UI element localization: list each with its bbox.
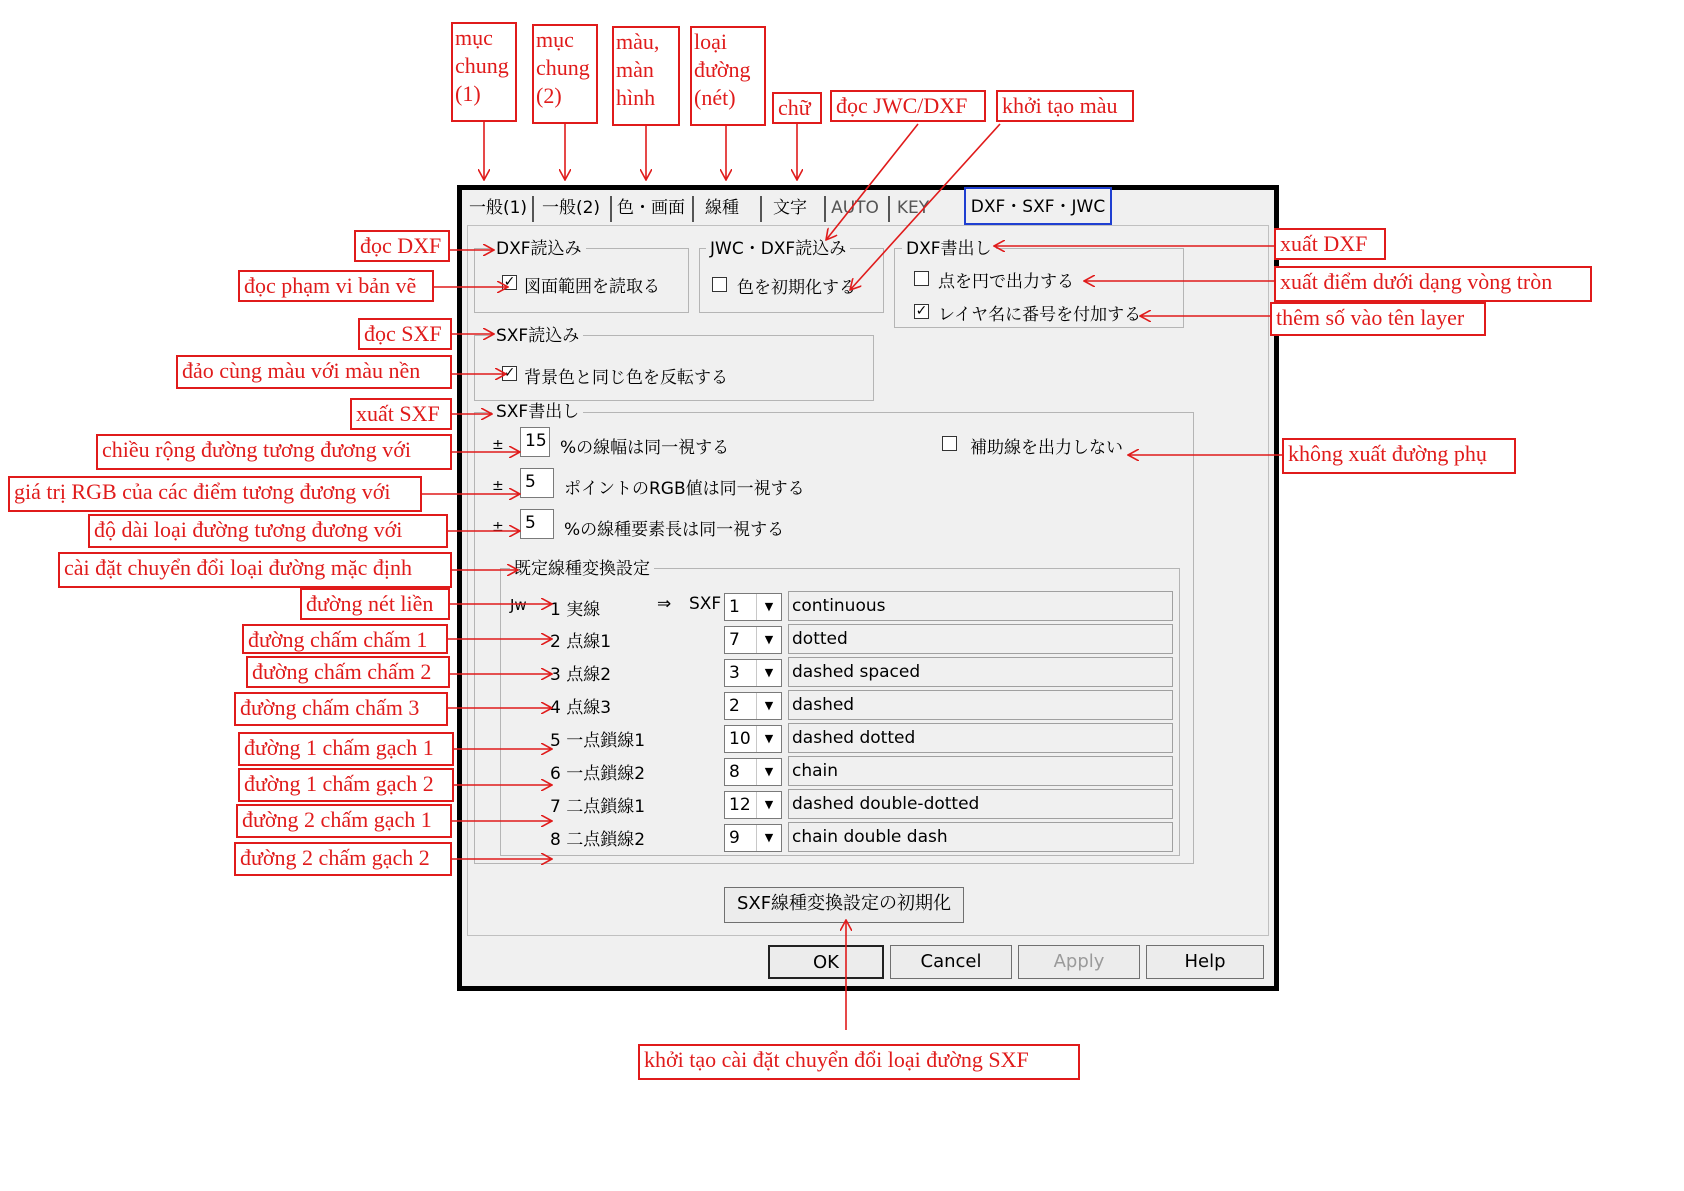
sxf-read-title: SXF読込み: [492, 326, 583, 346]
annotation-tab-text: chữ: [772, 92, 822, 124]
width-tolerance-label: %の線幅は同一視する: [560, 438, 730, 458]
reset-sxf-conv-button[interactable]: SXF線種変換設定の初期化: [724, 887, 964, 923]
annotation-jwc-read: đọc JWC/DXF: [830, 90, 986, 122]
ok-button[interactable]: OK: [768, 945, 884, 979]
sxf-line-name-1: continuous: [788, 591, 1173, 621]
tab-separator: [760, 196, 762, 222]
tab-text[interactable]: 文字: [773, 198, 807, 218]
tab-general-2[interactable]: 一般(2): [541, 198, 601, 218]
dropdown-arrow-icon[interactable]: ▼: [756, 627, 781, 653]
no-aux-line-label: 補助線を出力しない: [970, 438, 1123, 458]
sxf-line-name-2: dotted: [788, 624, 1173, 654]
jw-line-4: 4 点線3: [550, 698, 612, 718]
point-circle-checkbox[interactable]: [914, 271, 929, 286]
length-tolerance-label: %の線種要素長は同一視する: [564, 520, 785, 540]
dropdown-arrow-icon[interactable]: ▼: [756, 759, 781, 785]
annotation-invert-bg: đảo cùng màu với màu nền: [176, 355, 452, 389]
dropdown-arrow-icon[interactable]: ▼: [756, 726, 781, 752]
length-tolerance-input[interactable]: 5: [520, 509, 554, 539]
tab-general-1[interactable]: 一般(1): [468, 198, 528, 218]
annotation-read-range: đọc phạm vi bản vẽ: [238, 270, 434, 302]
select-value: 7: [729, 630, 740, 650]
annotation-point-circle: xuất điểm dưới dạng vòng tròn: [1274, 266, 1592, 302]
sxf-write-title: SXF書出し: [492, 402, 583, 422]
annotation-layer-num: thêm số vào tên layer: [1270, 302, 1486, 336]
rgb-tolerance-label: ポイントのRGB値は同一視する: [564, 479, 805, 499]
select-value: 12: [729, 795, 751, 815]
tab-auto[interactable]: AUTO: [831, 198, 879, 218]
annotation-len-eq: độ dài loại đường tương đương với: [88, 514, 448, 548]
dxf-read-title: DXF読込み: [492, 239, 586, 259]
jw-line-6: 6 一点鎖線2: [550, 764, 646, 784]
annotation-width-eq: chiều rộng đường tương đương với: [96, 434, 452, 470]
sxf-line-select-8[interactable]: [724, 824, 782, 852]
options-dialog: [457, 185, 1279, 991]
cancel-button[interactable]: Cancel: [890, 945, 1012, 979]
invert-bg-label: 背景色と同じ色を反転する: [524, 368, 728, 388]
annotation-dxf-read: đọc DXF: [354, 230, 450, 262]
sxf-label: SXF: [689, 594, 722, 614]
init-color-checkbox[interactable]: [712, 277, 727, 292]
sxf-line-select-6[interactable]: [724, 758, 782, 786]
jw-line-3: 3 点線2: [550, 665, 612, 685]
annotation-chain1: đường 1 chấm gạch 1: [238, 732, 454, 766]
init-color-label: 色を初期化する: [737, 278, 856, 298]
jw-label: Jw: [510, 596, 527, 614]
rgb-tolerance-input[interactable]: 5: [520, 468, 554, 498]
dropdown-arrow-icon[interactable]: ▼: [756, 825, 781, 851]
annotation-chain2: đường 1 chấm gạch 2: [238, 768, 454, 802]
annotation-init-color: khởi tạo màu: [996, 90, 1134, 122]
annotation-default-conv: cài đặt chuyển đổi loại đường mặc định: [58, 552, 452, 588]
annotation-dot2: đường chấm chấm 2: [246, 656, 450, 688]
jw-line-8: 8 二点鎖線2: [550, 830, 646, 850]
read-range-checkbox[interactable]: ✓: [503, 274, 516, 290]
tab-dxf-sxf-jwc[interactable]: DXF・SXF・JWC: [964, 187, 1112, 225]
default-conv-title: 既定線種変換設定: [510, 559, 654, 579]
sxf-line-select-4[interactable]: [724, 692, 782, 720]
dropdown-arrow-icon[interactable]: ▼: [756, 693, 781, 719]
select-value: 2: [729, 696, 740, 716]
sxf-line-select-2[interactable]: [724, 626, 782, 654]
tab-color-screen[interactable]: 色・画面: [617, 198, 685, 218]
annotation-tab-general-1: mục chung (1): [451, 22, 517, 122]
jw-line-7: 7 二点鎖線1: [550, 797, 646, 817]
select-value: 3: [729, 663, 740, 683]
jwc-read-title: JWC・DXF読込み: [706, 239, 850, 259]
invert-bg-checkbox[interactable]: ✓: [503, 365, 516, 381]
annotation-dxf-write: xuất DXF: [1274, 228, 1386, 260]
dxf-write-title: DXF書出し: [902, 239, 996, 259]
tab-separator: [888, 196, 890, 222]
help-button[interactable]: Help: [1146, 945, 1264, 979]
annotation-reset-sxf: khởi tạo cài đặt chuyển đổi loại đường SXF: [638, 1044, 1080, 1080]
annotation-dot3: đường chấm chấm 3: [234, 692, 448, 726]
annotation-sxf-write: xuất SXF: [350, 398, 452, 430]
annotation-tab-general-2: mục chung (2): [532, 24, 598, 124]
dropdown-arrow-icon[interactable]: ▼: [756, 660, 781, 686]
jw-line-1: 1 実線: [550, 600, 601, 620]
tab-line-type[interactable]: 線種: [705, 198, 739, 218]
jw-line-5: 5 一点鎖線1: [550, 731, 646, 751]
tab-separator: [824, 196, 826, 222]
tab-separator: [692, 196, 694, 222]
annotation-tab-linetype: loại đường (nét): [690, 26, 766, 126]
sxf-line-name-7: dashed double-dotted: [788, 789, 1173, 819]
plus-minus: ±: [492, 519, 504, 535]
sxf-line-select-3[interactable]: [724, 659, 782, 687]
sxf-line-select-5[interactable]: [724, 725, 782, 753]
sxf-line-name-5: dashed dotted: [788, 723, 1173, 753]
tab-separator: [610, 196, 612, 222]
select-value: 8: [729, 762, 740, 782]
apply-button[interactable]: Apply: [1018, 945, 1140, 979]
annotation-sxf-read: đọc SXF: [358, 318, 452, 350]
select-value: 10: [729, 729, 751, 749]
annotation-dot1: đường chấm chấm 1: [242, 624, 448, 654]
tab-key[interactable]: KEY: [896, 198, 930, 218]
point-circle-label: 点を円で出力する: [938, 272, 1074, 292]
layer-number-label: レイヤ名に番号を付加する: [938, 305, 1142, 325]
no-aux-line-checkbox[interactable]: [942, 436, 957, 451]
tab-separator: [532, 196, 534, 222]
annotation-solid: đường nét liền: [300, 588, 450, 620]
plus-minus: ±: [492, 437, 504, 453]
sxf-line-select-1[interactable]: [724, 593, 782, 621]
select-value: 1: [729, 597, 740, 617]
read-range-label: 図面範囲を読取る: [524, 277, 660, 297]
annotation-dchain1: đường 2 chấm gạch 1: [236, 804, 452, 838]
sxf-line-name-3: dashed spaced: [788, 657, 1173, 687]
dropdown-arrow-icon[interactable]: ▼: [756, 594, 781, 620]
jw-line-2: 2 点線1: [550, 632, 612, 652]
select-value: 9: [729, 828, 740, 848]
sxf-line-name-4: dashed: [788, 690, 1173, 720]
width-tolerance-input[interactable]: 15: [520, 427, 550, 457]
dropdown-arrow-icon[interactable]: ▼: [756, 792, 781, 818]
annotation-dchain2: đường 2 chấm gạch 2: [234, 842, 452, 876]
annotation-no-aux: không xuất đường phụ: [1282, 438, 1516, 474]
layer-number-checkbox[interactable]: ✓: [915, 303, 928, 319]
annotation-rgb-eq: giá trị RGB của các điểm tương đương với: [8, 476, 422, 512]
sxf-line-select-7[interactable]: [724, 791, 782, 819]
sxf-line-name-6: chain: [788, 756, 1173, 786]
sxf-line-name-8: chain double dash: [788, 822, 1173, 852]
plus-minus: ±: [492, 478, 504, 494]
annotation-tab-color: màu, màn hình: [612, 26, 680, 126]
conv-arrow: ⇒: [657, 594, 672, 614]
